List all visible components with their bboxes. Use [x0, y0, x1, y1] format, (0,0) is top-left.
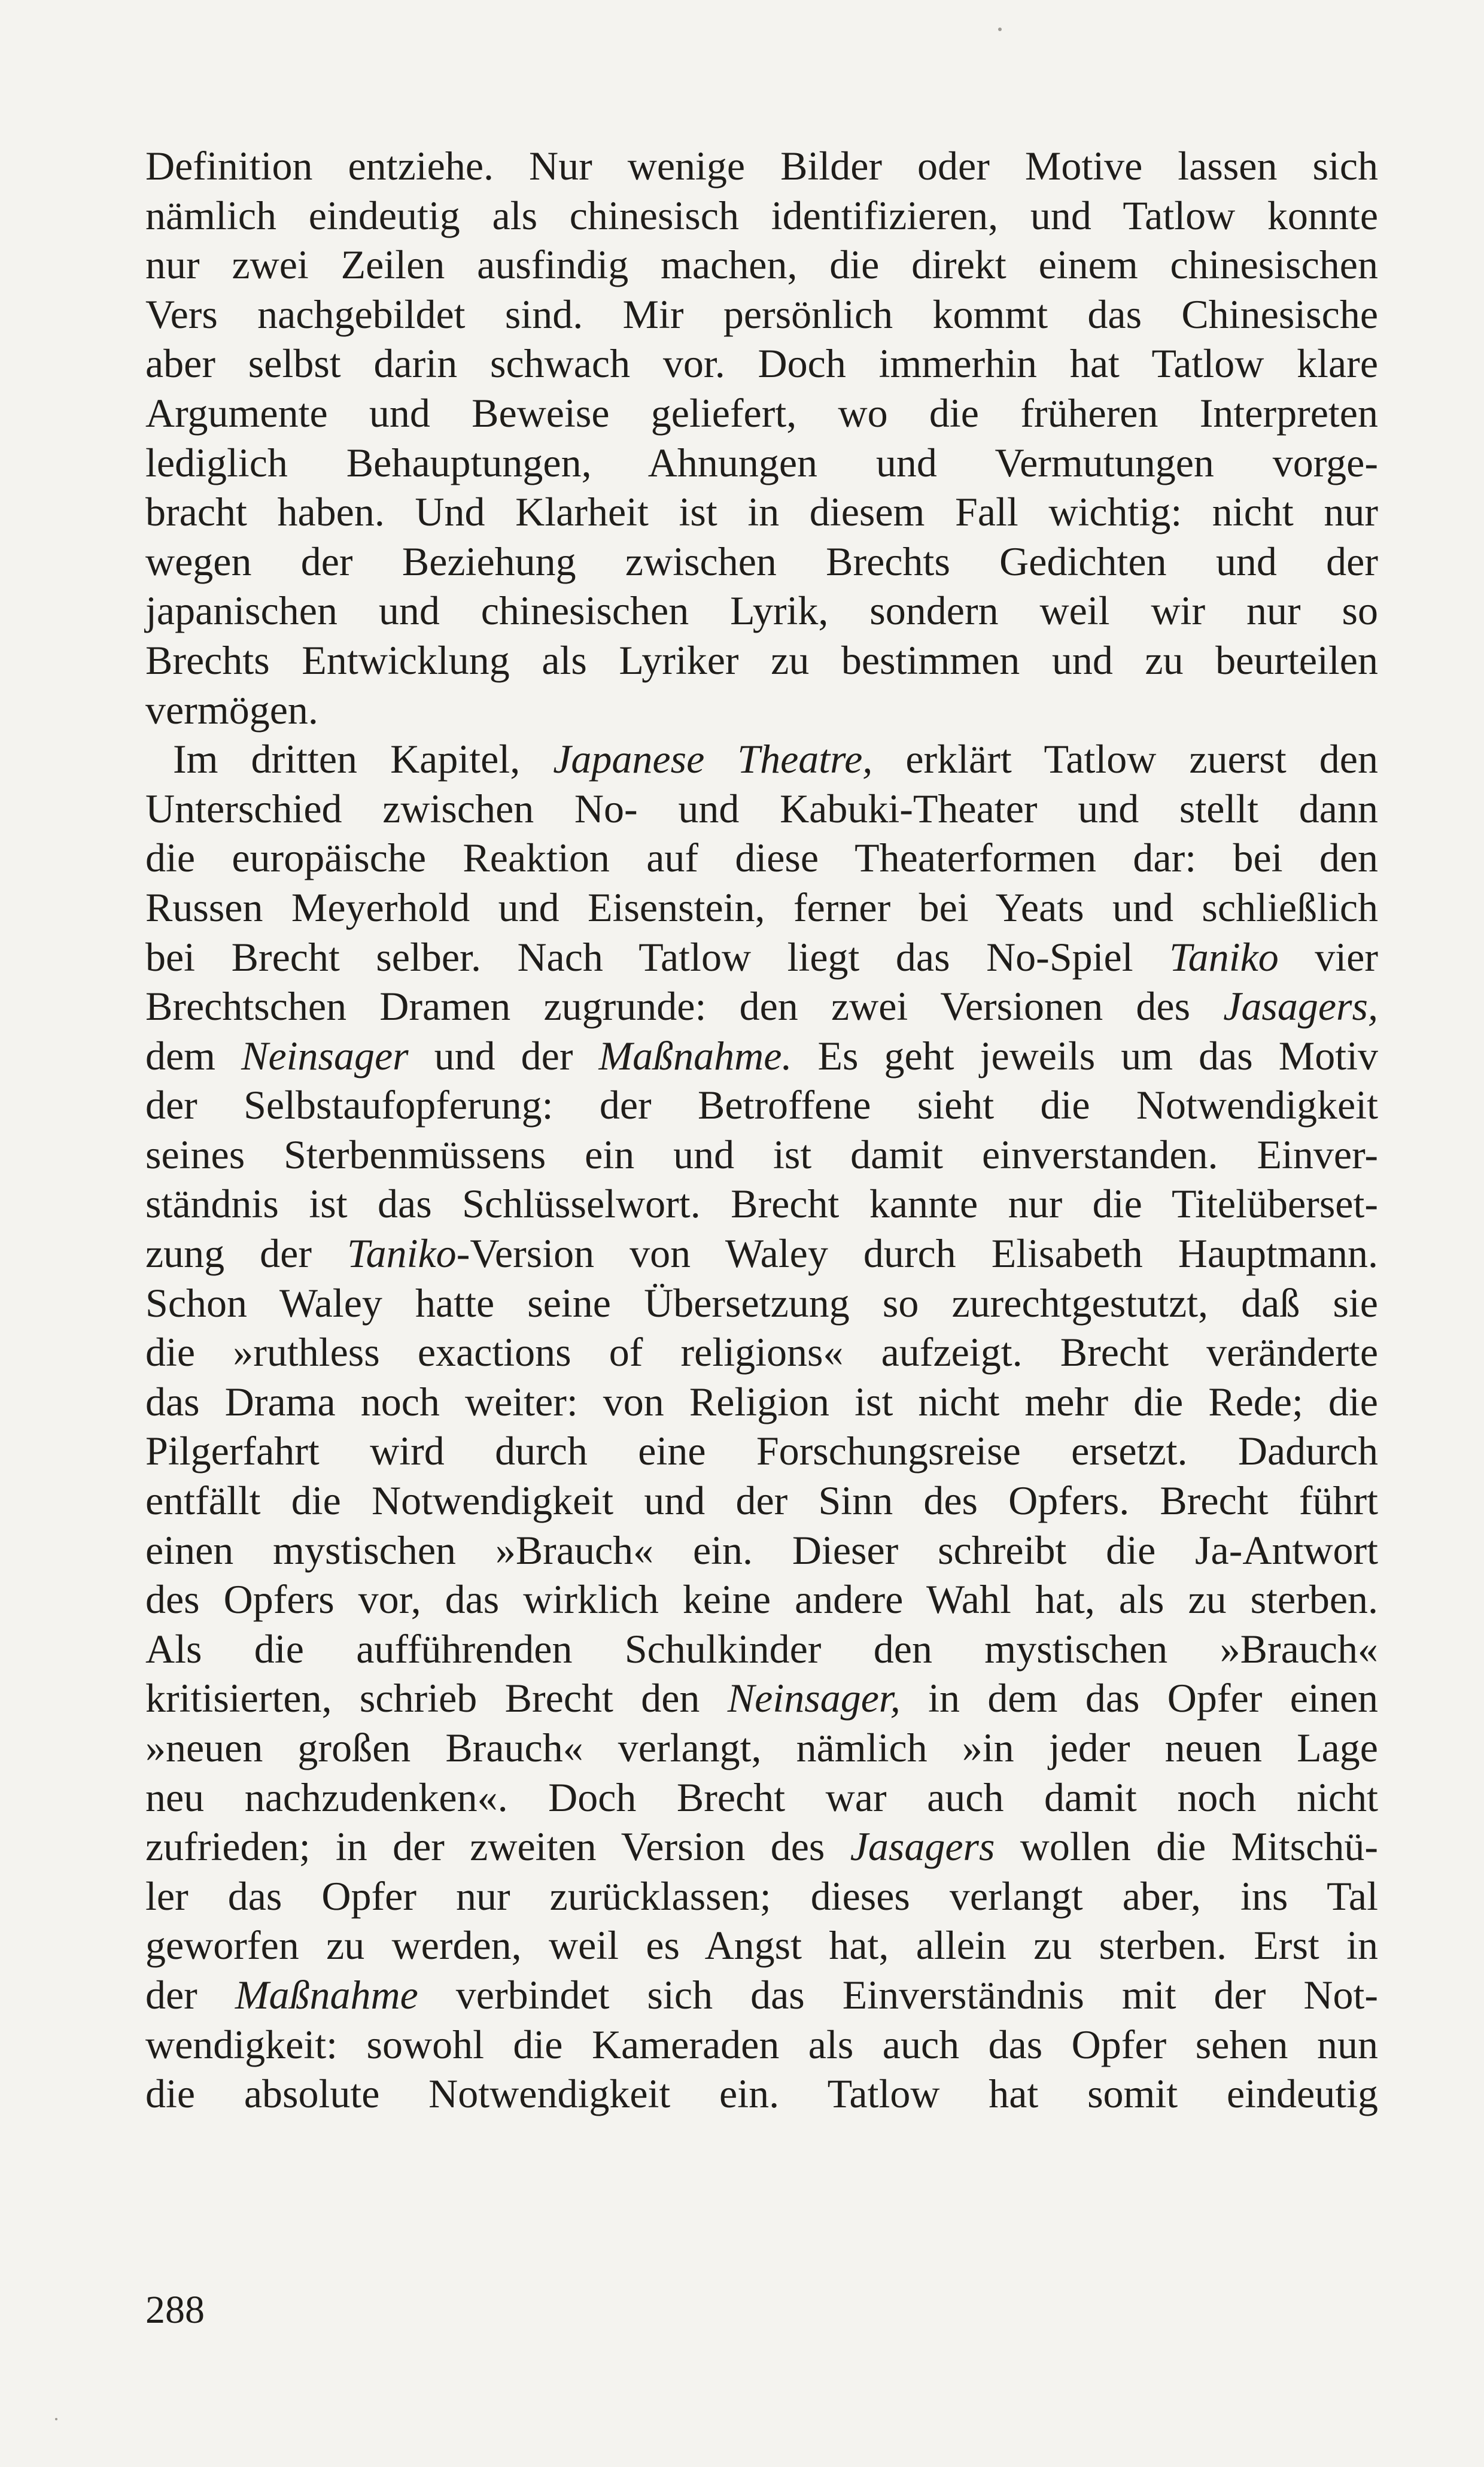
text-line: der Selbstaufopferung: der Betroffene sieht die Notwendigkeit [145, 1082, 1378, 1128]
text-line [145, 1673, 1378, 1723]
text-span: und der [408, 1032, 599, 1078]
text-span: Im dritten Kapitel, [173, 736, 554, 782]
page-number: 288 [145, 2288, 205, 2332]
text-line: ler das Opfer nur zurücklassen; dieses verlangt aber, ins Tal [145, 1873, 1378, 1919]
text-line: nämlich eindeutig als chinesisch identifizieren, und Tatlow konnte [145, 192, 1378, 238]
text-line: wendigkeit: sowohl die Kameraden als auch das Opfer sehen nun [145, 2021, 1378, 2067]
text-span: zufrieden; in der zweiten Version des [145, 1824, 850, 1870]
text-line: neu nachzudenken«. Doch Brecht war auch damit noch nicht [145, 1774, 1378, 1820]
text-line [145, 734, 1378, 784]
text-line: die absolute Notwendigkeit ein. Tatlow hat somit eindeutig [145, 2071, 1378, 2117]
text-line [145, 1970, 1378, 2020]
body-text [145, 141, 1378, 2119]
text-line [145, 932, 1378, 982]
text-line: Vers nachgebildet sind. Mir persönlich kommt das Chinesische [145, 291, 1378, 337]
text-line: Russen Meyerhold und Eisenstein, ferner bei Yeats und schließlich [145, 884, 1378, 930]
text-line: japanischen und chinesischen Lyrik, sondern weil wir nur so [145, 588, 1378, 634]
text-line: entfällt die Notwendigkeit und der Sinn des Opfers. Brecht führt [145, 1478, 1378, 1524]
text-line [145, 982, 1378, 1031]
text-span: verbindet sich das Einverständnis mit der Not- [418, 1971, 1378, 2018]
text-line: das Drama noch weiter: von Religion ist nicht mehr die Rede; die [145, 1378, 1378, 1424]
text-line [145, 1229, 1378, 1278]
text-line: geworfen zu werden, weil es Angst hat, allein zu sterben. Erst in [145, 1922, 1378, 1968]
italic-title: Taniko [1169, 934, 1279, 980]
text-line: »neuen großen Brauch« verlangt, nämlich »in jeder neuen Lage [145, 1725, 1378, 1770]
italic-title: Taniko [347, 1231, 457, 1277]
text-span: Es geht jeweils um das Motiv [792, 1032, 1378, 1078]
italic-title: Maßnahme [235, 1971, 418, 2018]
text-span: Brechtschen Dramen zugrunde: den zwei Versionen des [145, 983, 1224, 1029]
text-line: Als die aufführenden Schulkinder den mystischen »Brauch« [145, 1626, 1378, 1672]
text-line: ständnis ist das Schlüsselwort. Brecht kannte nur die Titelüberset- [145, 1181, 1378, 1227]
text-span: bei Brecht selber. Nach Tatlow liegt das No-Spiel [145, 934, 1170, 980]
text-line: vermögen. [145, 686, 318, 733]
text-line: Argumente und Beweise geliefert, wo die früheren Interpreten [145, 390, 1378, 436]
text-line: einen mystischen »Brauch« ein. Dieser schreibt die Ja-Antwort [145, 1527, 1378, 1573]
text-line: nur zwei Zeilen ausfindig machen, die direkt einem chinesischen [145, 242, 1378, 288]
paragraph [145, 734, 1378, 2119]
italic-title: Maßnahme. [598, 1032, 792, 1078]
text-span: kritisierten, schrieb Brecht den [145, 1675, 728, 1721]
scan-speck [998, 28, 1002, 31]
text-line: seines Sterbenmüssens ein und ist damit einverstanden. Einver- [145, 1131, 1378, 1177]
text-line [145, 1031, 1378, 1081]
text-line: die »ruthless exactions of religions« aufzeigt. Brecht veränderte [145, 1329, 1378, 1375]
paragraph [145, 141, 1378, 734]
text-span: wollen die Mitschü- [995, 1824, 1379, 1870]
scan-speck [55, 2418, 57, 2420]
text-span: der [145, 1971, 235, 2018]
text-line: wegen der Beziehung zwischen Brechts Gedichten und der [145, 538, 1378, 584]
italic-title: Japanese Theatre, [553, 736, 873, 782]
text-line: aber selbst darin schwach vor. Doch immerhin hat Tatlow klare [145, 341, 1378, 387]
text-span: in dem das Opfer einen [900, 1675, 1378, 1721]
italic-title: Jasagers, [1223, 983, 1378, 1029]
text-line: lediglich Behauptungen, Ahnungen und Vermutungen vorge- [145, 439, 1378, 485]
text-line: Brechts Entwicklung als Lyriker zu bestimmen und zu beurteilen [145, 637, 1378, 683]
text-span: -Version von Waley durch Elisabeth Hauptmann. [456, 1231, 1378, 1277]
text-span: vier [1278, 934, 1379, 980]
text-line [145, 1822, 1378, 1871]
text-line: Unterschied zwischen No- und Kabuki-Theater und stellt dann [145, 785, 1378, 831]
text-span: zung der [145, 1231, 348, 1277]
text-span: erklärt Tatlow zuerst den [872, 736, 1378, 782]
italic-title: Neinsager, [727, 1675, 901, 1721]
text-line: Definition entziehe. Nur wenige Bilder oder Motive lassen sich [145, 143, 1378, 189]
italic-title: Neinsager [241, 1032, 409, 1078]
text-line: Pilgerfahrt wird durch eine Forschungsreise ersetzt. Dadurch [145, 1428, 1378, 1474]
italic-title: Jasagers [850, 1824, 995, 1870]
text-line: die europäische Reaktion auf diese Theaterformen dar: bei den [145, 835, 1378, 881]
text-line: bracht haben. Und Klarheit ist in diesem Fall wichtig: nicht nur [145, 489, 1378, 535]
text-line: des Opfers vor, das wirklich keine andere Wahl hat, als zu sterben. [145, 1576, 1378, 1623]
text-line: Schon Waley hatte seine Übersetzung so zurechtgestutzt, daß sie [145, 1280, 1378, 1326]
text-span: dem [145, 1032, 242, 1078]
